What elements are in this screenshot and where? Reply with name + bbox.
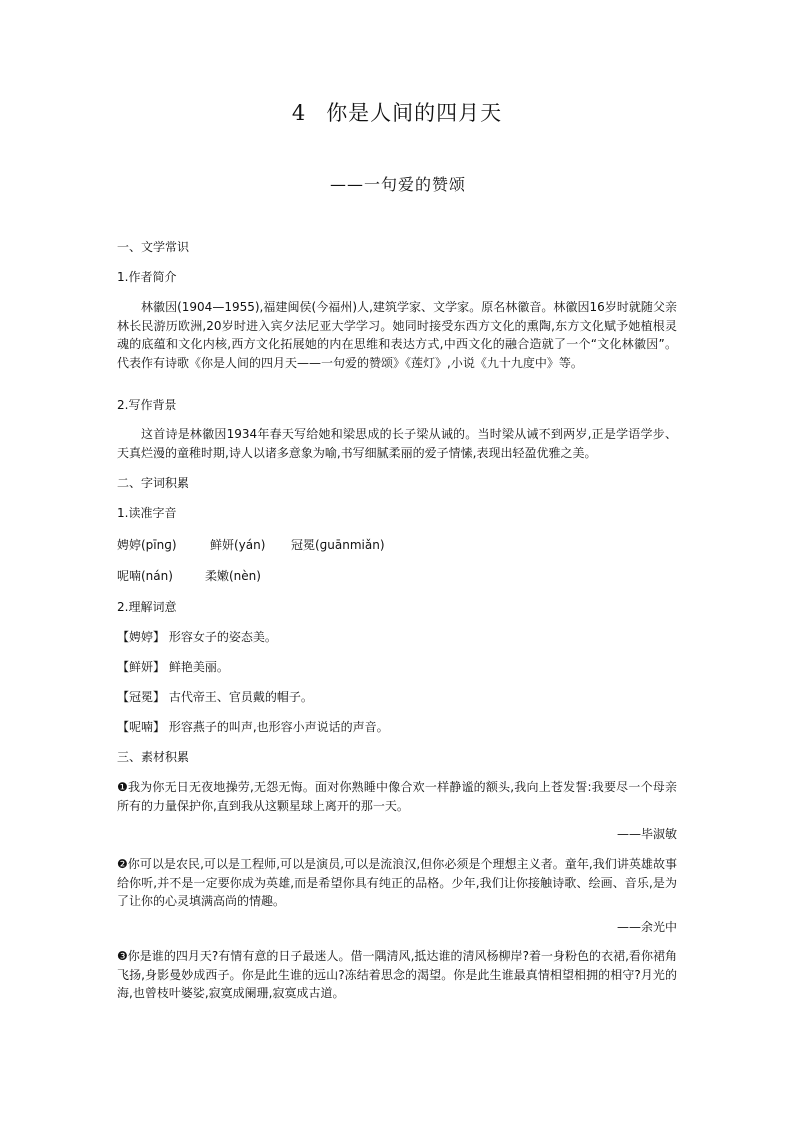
definition-item: 【鲜妍】 鲜艳美丽。 [117, 660, 229, 674]
section-heading-materials: 三、素材积累 [117, 750, 190, 764]
document-subtitle: ——一句爱的赞颂 [330, 175, 467, 194]
pron-term: 柔嫩(nèn) [205, 569, 261, 583]
subheading-pronunciation: 1.读准字音 [117, 506, 177, 520]
document-title [0, 97, 794, 127]
quote-1-author: ——毕淑敏 [616, 827, 677, 841]
quote-3: ❸你是谁的四月天?有情有意的日子最迷人。借一隅清风,抵达谁的清风杨柳岸?着一身粉色的衣裙,看你裙角飞扬,身影曼妙成西子。你是此生谁的远山?冻结着思念的渴望。你是此生谁最真情相望相拥的相守?月光的海,也曾枝叶婆娑,寂寞成阑珊,寂寞成古道。 [117, 949, 677, 1000]
definition-item: 【冠冕】 古代帝王、官员戴的帽子。 [117, 690, 313, 704]
section-heading-literature: 一、文学常识 [117, 240, 190, 254]
section-heading-vocabulary: 二、字词积累 [117, 476, 190, 490]
pron-term: 娉婷(pīnɡ) [117, 538, 177, 552]
subheading-author-intro: 1.作者简介 [117, 270, 177, 284]
quote-2: ❷你可以是农民,可以是工程师,可以是演员,可以是流浪汉,但你必须是个理想主义者。童年,我们讲英雄故事给你听,并不是一定要你成为英雄,而是希望你具有纯正的品格。少年,我们让你接触诗歌、绘画、音乐,是为了让你的心灵填满高尚的情趣。 [117, 857, 677, 908]
title-number: 4 [291, 101, 307, 125]
title-text: 你是人间的四月天 [326, 101, 503, 125]
subheading-background: 2.写作背景 [117, 398, 177, 412]
quote-1: ❶我为你无日无夜地操劳,无怨无悔。面对你熟睡中像合欢一样静谧的额头,我向上苍发誓:我要尽一个母亲所有的力量保护你,直到我从这颗星球上离开的那一天。 [117, 780, 677, 813]
pron-term: 呢喃(nán) [117, 569, 173, 583]
pron-term: 鲜妍(yán) [210, 538, 266, 552]
pron-term: 冠冕(ɡuānmiǎn) [291, 538, 385, 552]
quote-2-author: ——余光中 [616, 920, 677, 934]
subheading-meanings: 2.理解词意 [117, 600, 177, 614]
definition-item: 【呢喃】 形容燕子的叫声,也形容小声说话的声音。 [117, 720, 389, 734]
background-paragraph: 这首诗是林徽因1934年春天写给她和梁思成的长子梁从诫的。当时梁从诫不到两岁,正是学语学步、天真烂漫的童稚时期,诗人以诸多意象为喻,书写细腻柔丽的爱子情愫,表现出轻盈优雅之美。 [117, 427, 677, 460]
author-intro-paragraph: 林徽因(1904—1955),福建闽侯(今福州)人,建筑学家、文学家。原名林徽音。林徽因16岁时就随父亲林长民游历欧洲,20岁时进入宾夕法尼亚大学学习。她同时接受东西方文化的熏陶,东方文化赋予她植根灵魂的底蕴和文化内核,西方文化拓展她的内在思维和表达方式,中西文化的融合造就了一个“文化林徽因”。代表作有诗歌《你是人间的四月天——一句爱的赞颂》《莲灯》,小说《九十九度中》等。 [117, 300, 677, 370]
definition-item: 【娉婷】 形容女子的姿态美。 [117, 630, 277, 644]
